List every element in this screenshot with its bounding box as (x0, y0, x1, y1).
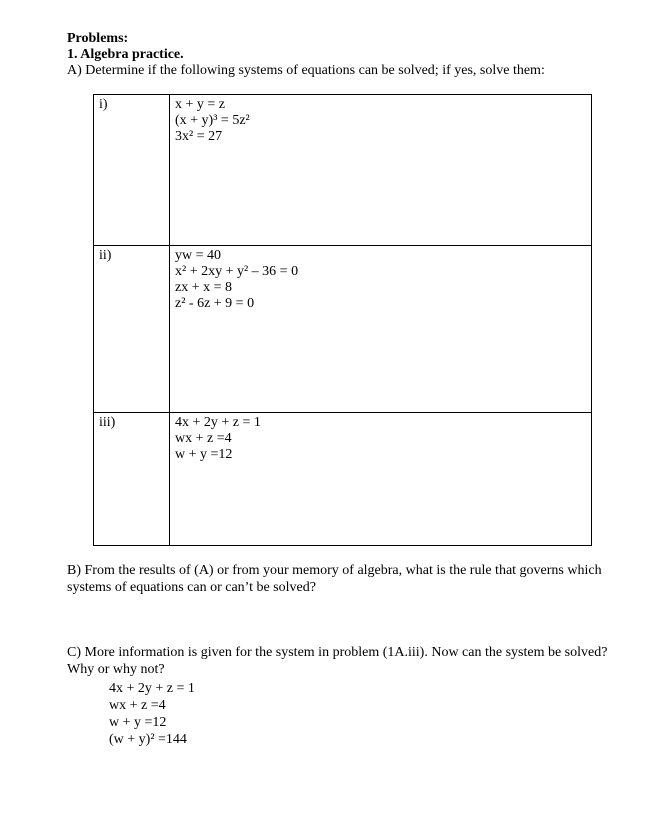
problems-heading: Problems: (67, 31, 129, 46)
section-title: 1. Algebra practice. (67, 47, 184, 62)
equation: x + y = z (175, 97, 226, 112)
systems-table (93, 94, 592, 546)
table-row (94, 95, 592, 246)
table-row (94, 413, 592, 546)
equation: (x + y)³ = 5z² (175, 113, 250, 128)
part-a-prompt: A) Determine if the following systems of equations can be solved; if yes, solve them: (67, 63, 545, 78)
equation: w + y =12 (175, 447, 233, 462)
part-c-question: C) More information is given for the system in problem (1A.iii). Now can the system be solved? Why or why not? (67, 645, 608, 677)
part-b-question: B) From the results of (A) or from your memory of algebra, what is the rule that governs which systems of equations can or can’t be solved? (67, 563, 602, 595)
system-equations-cell (170, 246, 592, 413)
system-label: i) (94, 95, 170, 246)
equation: (w + y)² =144 (109, 732, 187, 747)
equation: z² - 6z + 9 = 0 (175, 296, 255, 311)
system-label: iii) (94, 413, 170, 546)
system-label: ii) (94, 246, 170, 413)
equation: yw = 40 (175, 248, 222, 263)
equation: 4x + 2y + z = 1 (175, 415, 261, 430)
equation: 4x + 2y + z = 1 (109, 681, 195, 696)
equation: wx + z =4 (109, 698, 166, 713)
table-row (94, 246, 592, 413)
equation: wx + z =4 (175, 431, 232, 446)
equation: w + y =12 (109, 715, 167, 730)
system-equations-cell (170, 413, 592, 546)
equation: x² + 2xy + y² – 36 = 0 (175, 264, 299, 279)
part-c-equations (109, 680, 195, 748)
equation: zx + x = 8 (175, 280, 233, 295)
system-equations-cell (170, 95, 592, 246)
equation: 3x² = 27 (175, 129, 223, 144)
